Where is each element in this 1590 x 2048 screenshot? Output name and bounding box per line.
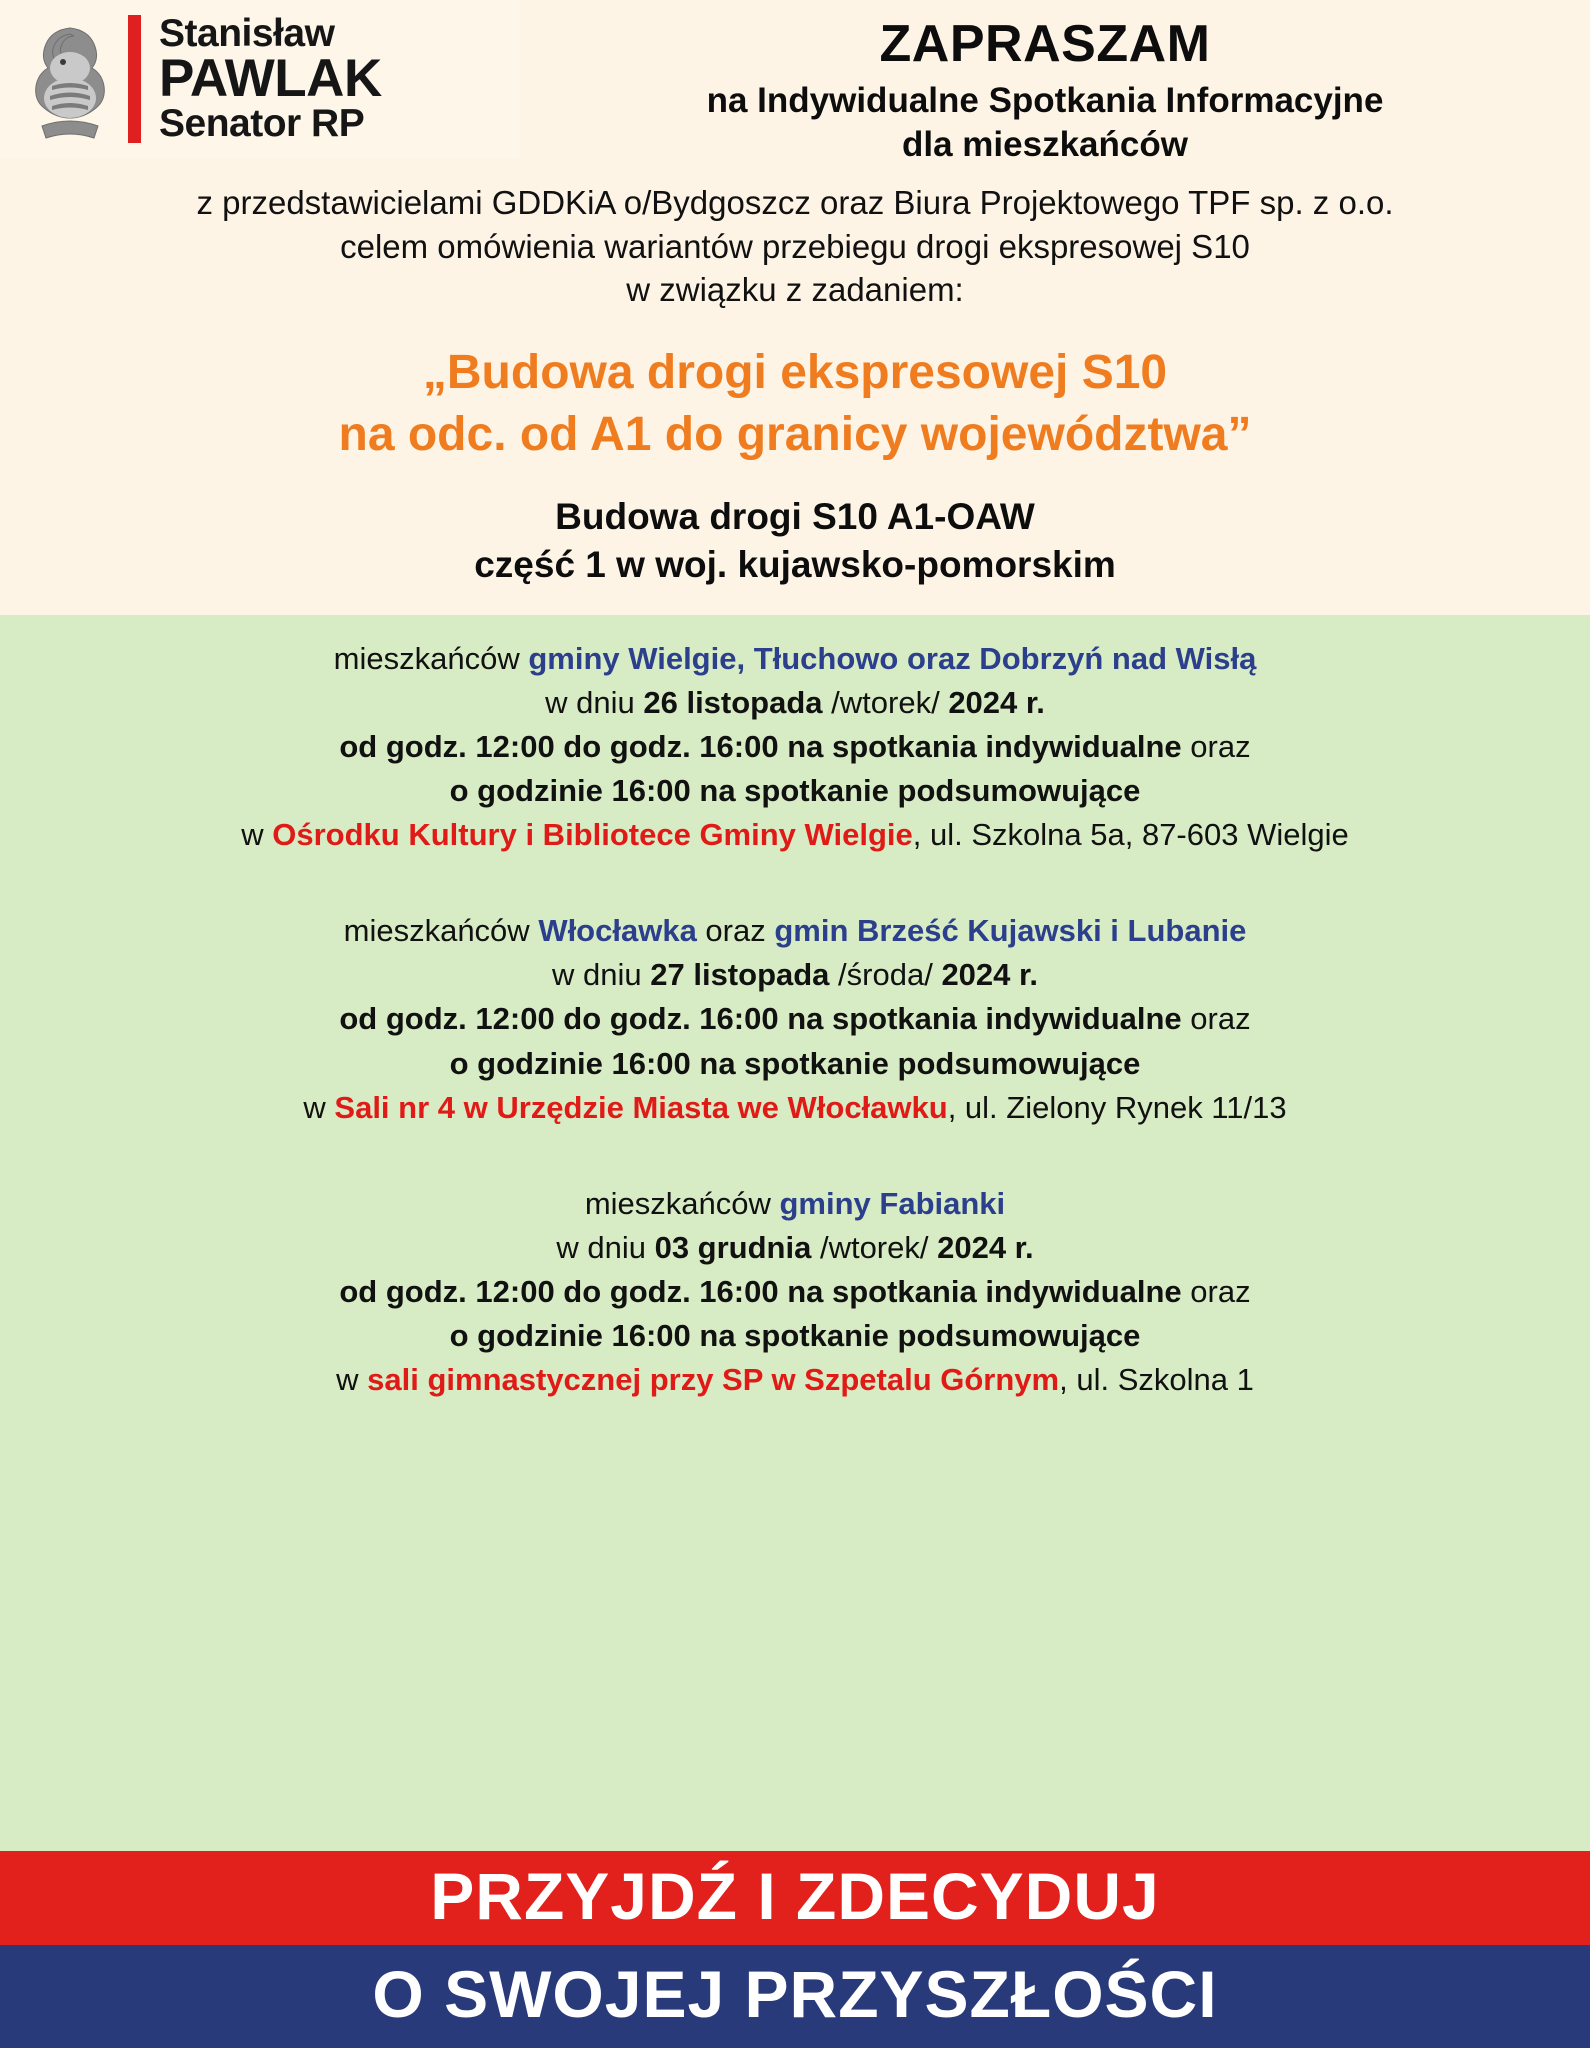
meetings-section: [0, 615, 1590, 1851]
meeting-place-highlight: Ośrodku Kultury i Bibliotece Gminy Wielgie: [272, 817, 913, 853]
intro-line-2: celem omówienia wariantów przebiegu drogi ekspresowej S10: [340, 227, 1250, 265]
meeting-audience-prefix: mieszkańców: [333, 641, 529, 677]
meeting-hours-main: od godz. 12:00 do godz. 16:00 na spotkania indywidualne: [339, 729, 1182, 765]
meeting-audience: [20, 637, 1570, 681]
logo-line-last-name: PAWLAK: [159, 48, 382, 108]
meeting-date-prefix: w dniu: [556, 1229, 655, 1265]
senator-logo: [0, 0, 520, 158]
meeting-audience-highlight: Włocławka: [538, 913, 697, 949]
meeting-audience-prefix: mieszkańców: [584, 1185, 780, 1221]
project-title: [26, 342, 1564, 465]
meeting-hours: [20, 725, 1570, 769]
meeting-place-suffix: , ul. Zielony Rynek 11/13: [947, 1089, 1287, 1125]
intro-line-3: w związku z zadaniem:: [626, 271, 964, 309]
poster-header: [0, 0, 1590, 167]
intro-line-1: z przedstawicielami GDDKiA o/Bydgoszcz oraz Biura Projektowego TPF sp. z o.o.: [196, 183, 1394, 221]
header-subtitle-line-2: dla mieszkańców: [902, 124, 1188, 164]
meeting-date-main: 26 listopada: [643, 685, 823, 721]
project-subtitle-line-2: część 1 w woj. kujawsko-pomorskim: [474, 544, 1116, 586]
meeting-place-highlight: sali gimnastycznej przy SP w Szpetalu Górnym: [367, 1361, 1060, 1397]
intro-block: [0, 167, 1590, 616]
meeting-date-prefix: w dniu: [552, 957, 651, 993]
meeting-audience: [20, 909, 1570, 953]
meeting-date-year: 2024 r.: [948, 685, 1045, 721]
meeting-place-prefix: w: [241, 817, 273, 853]
meeting-hours-suffix: oraz: [1181, 729, 1251, 765]
meeting-date-main: 03 grudnia: [654, 1229, 812, 1265]
meeting-audience-middle: oraz: [696, 913, 775, 949]
meeting-item: [20, 637, 1570, 857]
logo-line-title: Senator RP: [159, 102, 365, 146]
meeting-audience-highlight: gminy Fabianki: [779, 1185, 1006, 1221]
call-to-action-banner-navy: O SWOJEJ PRZYSZŁOŚCI: [0, 1945, 1590, 2048]
meeting-hours-main: od godz. 12:00 do godz. 16:00 na spotkania indywidualne: [339, 1273, 1182, 1309]
header-subtitle-line-1: na Indywidualne Spotkania Informacyjne: [706, 81, 1384, 121]
meeting-audience-highlight: gminy Wielgie, Tłuchowo oraz Dobrzyń nad Wisłą: [528, 641, 1257, 677]
meeting-date-prefix: w dniu: [545, 685, 644, 721]
meeting-hours-suffix: oraz: [1181, 1001, 1251, 1037]
page-title: ZAPRASZAM: [879, 15, 1211, 73]
meeting-hours: [20, 997, 1570, 1041]
logo-text: [159, 14, 382, 144]
meeting-date-year: 2024 r.: [937, 1229, 1034, 1265]
meeting-audience-highlight-2: gmin Brześć Kujawski i Lubanie: [774, 913, 1247, 949]
meeting-audience-prefix: mieszkańców: [343, 913, 539, 949]
meeting-place-suffix: , ul. Szkolna 1: [1059, 1361, 1254, 1397]
meeting-date: [20, 953, 1570, 997]
meeting-summary: o godzinie 16:00 na spotkanie podsumowujące: [449, 1045, 1141, 1081]
meeting-date-weekday: /środa/: [829, 957, 942, 993]
polish-eagle-emblem-icon: [22, 14, 118, 144]
meeting-date-year: 2024 r.: [941, 957, 1038, 993]
meeting-date-weekday: /wtorek/: [811, 1229, 938, 1265]
meeting-place-prefix: w: [336, 1361, 368, 1397]
project-title-line-2: na odc. od A1 do granicy województwa”: [338, 407, 1252, 461]
meeting-item: [20, 1182, 1570, 1402]
meeting-date: [20, 681, 1570, 725]
meeting-date-weekday: /wtorek/: [822, 685, 949, 721]
project-subtitle-line-1: Budowa drogi S10 A1-OAW: [555, 496, 1035, 538]
meeting-date: [20, 1226, 1570, 1270]
meeting-summary: o godzinie 16:00 na spotkanie podsumowujące: [449, 773, 1141, 809]
meeting-hours-main: od godz. 12:00 do godz. 16:00 na spotkania indywidualne: [339, 1001, 1182, 1037]
project-title-line-1: „Budowa drogi ekspresowej S10: [422, 346, 1168, 400]
header-text-block: [520, 0, 1590, 167]
call-to-action-banner-red: PRZYJDŹ I ZDECYDUJ: [0, 1851, 1590, 1944]
meeting-place: [20, 1086, 1570, 1130]
logo-line-first-name: Stanisław: [159, 12, 335, 56]
meeting-place-prefix: w: [303, 1089, 335, 1125]
meeting-hours-suffix: oraz: [1181, 1273, 1251, 1309]
project-subtitle: [26, 493, 1564, 615]
meeting-place: [20, 813, 1570, 857]
meeting-audience: [20, 1182, 1570, 1226]
meeting-date-main: 27 listopada: [650, 957, 830, 993]
meeting-place: [20, 1358, 1570, 1402]
logo-red-bar: [128, 15, 141, 143]
meeting-place-suffix: , ul. Szkolna 5a, 87-603 Wielgie: [912, 817, 1349, 853]
meeting-place-highlight: Sali nr 4 w Urzędzie Miasta we Włocławku: [334, 1089, 948, 1125]
meeting-item: [20, 909, 1570, 1129]
meeting-hours: [20, 1270, 1570, 1314]
meeting-summary: o godzinie 16:00 na spotkanie podsumowujące: [449, 1317, 1141, 1353]
